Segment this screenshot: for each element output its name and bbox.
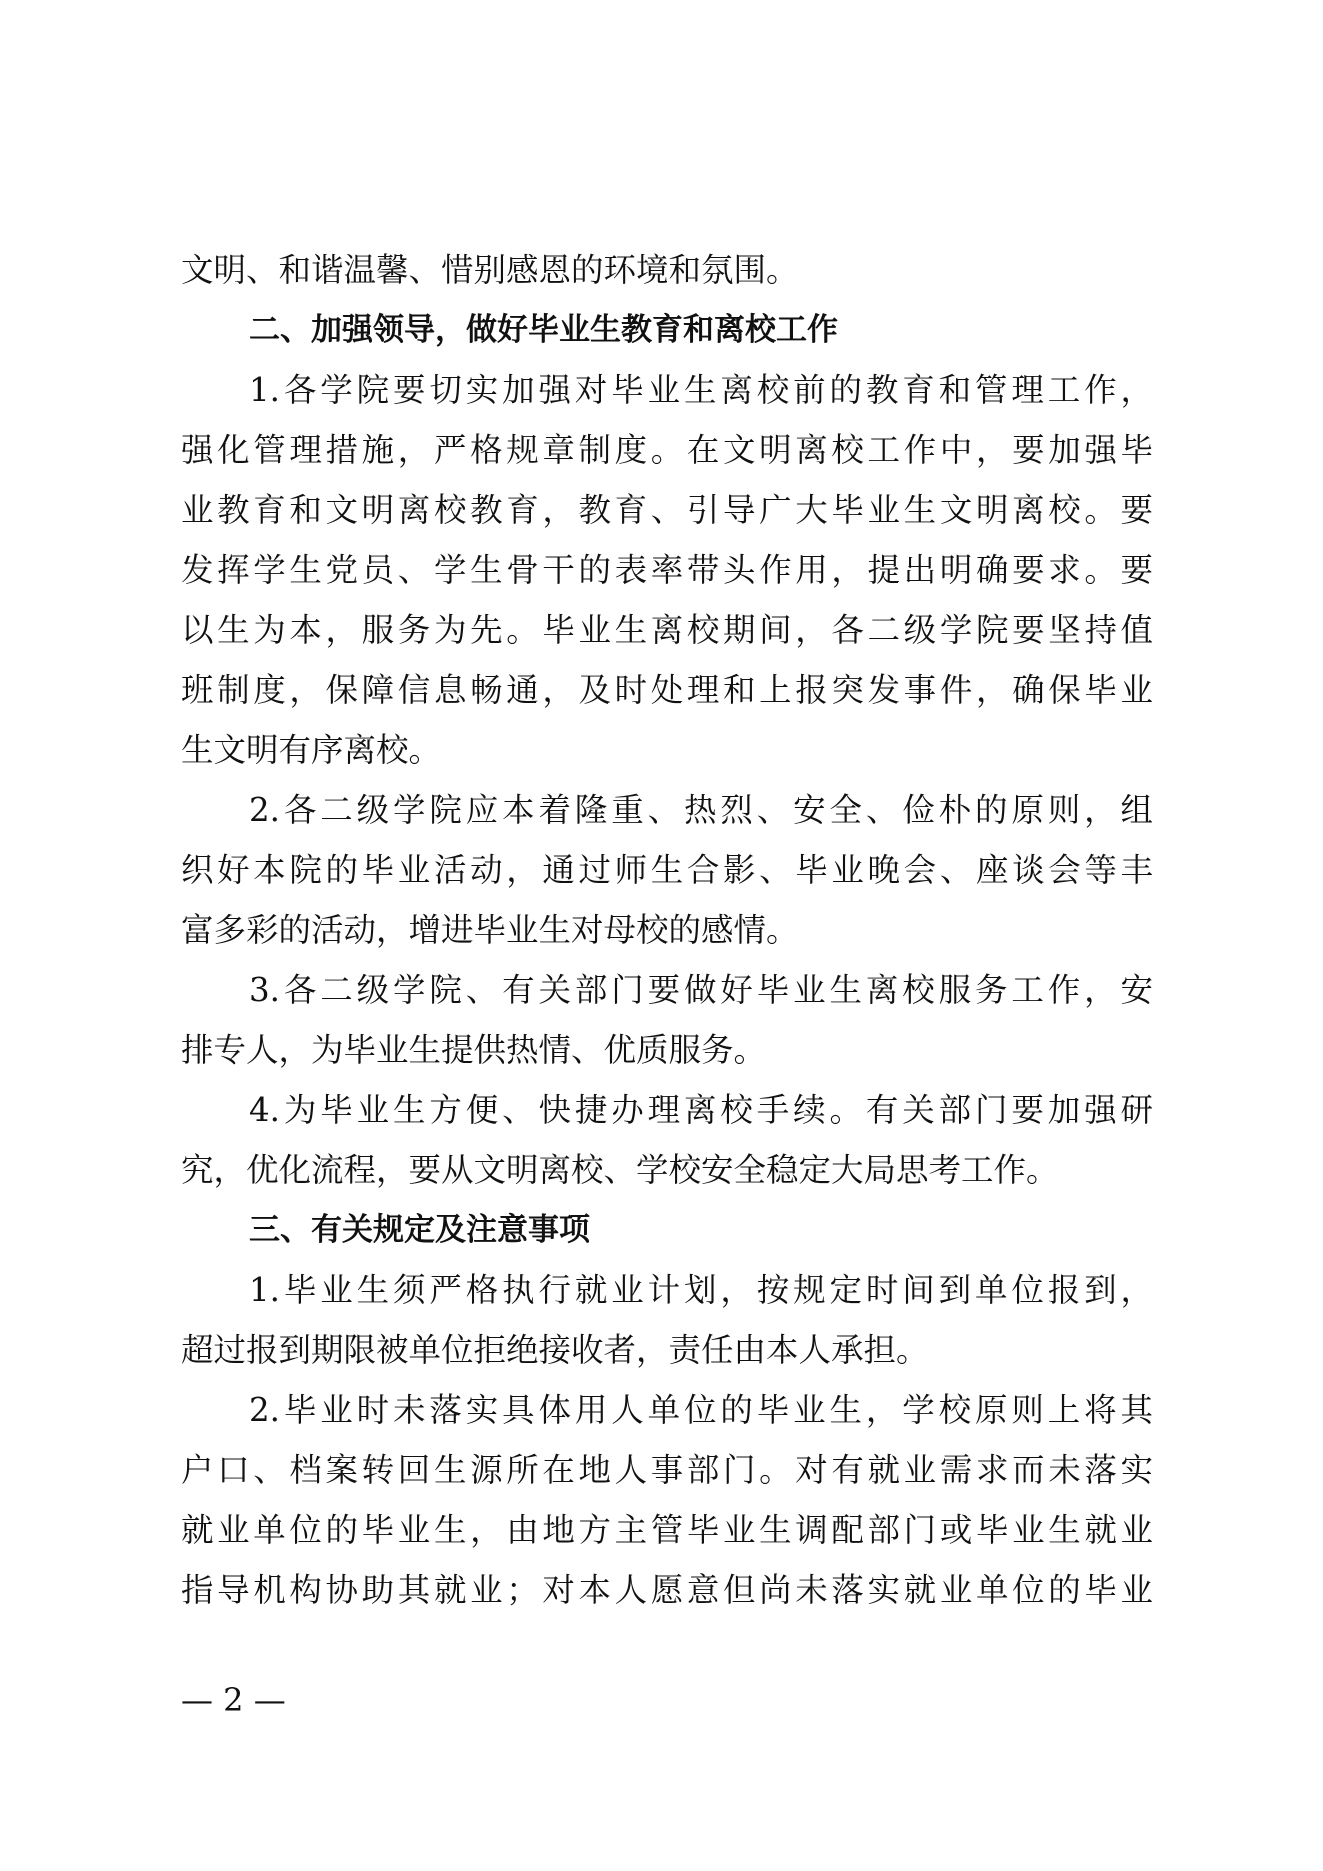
paragraph-line: 3.各二级学院、有关部门要做好毕业生离校服务工作，安 — [249, 971, 1153, 1009]
paragraph-line: 排专人，为毕业生提供热情、优质服务。 — [181, 1031, 767, 1069]
paragraph-line: 班制度，保障信息畅通，及时处理和上报突发事件，确保毕业 — [181, 671, 1153, 709]
document-body — [181, 240, 1153, 1620]
paragraph-line: 强化管理措施，严格规章制度。在文明离校工作中，要加强毕 — [181, 431, 1153, 469]
paragraph-line: 1.毕业生须严格执行就业计划，按规定时间到单位报到， — [249, 1271, 1153, 1309]
paragraph-line: 2.各二级学院应本着隆重、热烈、安全、俭朴的原则，组 — [249, 791, 1153, 829]
paragraph-line: 织好本院的毕业活动，通过师生合影、毕业晚会、座谈会等丰 — [181, 851, 1153, 889]
paragraph-line: 发挥学生党员、学生骨干的表率带头作用，提出明确要求。要 — [181, 551, 1153, 589]
paragraph-line: 1.各学院要切实加强对毕业生离校前的教育和管理工作， — [249, 371, 1153, 409]
paragraph-line: 富多彩的活动，增进毕业生对母校的感情。 — [181, 911, 799, 949]
page-number: — 2 — — [181, 1681, 286, 1719]
paragraph-line: 文明、和谐温馨、惜别感恩的环境和氛围。 — [181, 251, 799, 289]
paragraph-line: 究，优化流程，要从文明离校、学校安全稳定大局思考工作。 — [181, 1151, 1059, 1189]
paragraph-line: 指导机构协助其就业；对本人愿意但尚未落实就业单位的毕业 — [181, 1571, 1153, 1609]
paragraph-line: 业教育和文明离校教育，教育、引导广大毕业生文明离校。要 — [181, 491, 1153, 529]
section-heading: 三、有关规定及注意事项 — [249, 1212, 590, 1248]
paragraph-line: 2.毕业时未落实具体用人单位的毕业生，学校原则上将其 — [249, 1391, 1153, 1429]
paragraph-line: 生文明有序离校。 — [181, 731, 442, 769]
paragraph-line: 就业单位的毕业生，由地方主管毕业生调配部门或毕业生就业 — [181, 1511, 1153, 1549]
paragraph-line: 4.为毕业生方便、快捷办理离校手续。有关部门要加强研 — [249, 1091, 1153, 1129]
paragraph-line: 户口、档案转回生源所在地人事部门。对有就业需求而未落实 — [181, 1451, 1153, 1489]
section-heading: 二、加强领导，做好毕业生教育和离校工作 — [249, 312, 838, 348]
paragraph-line: 超过报到期限被单位拒绝接收者，责任由本人承担。 — [181, 1331, 929, 1369]
paragraph-line: 以生为本，服务为先。毕业生离校期间，各二级学院要坚持值 — [181, 611, 1153, 649]
